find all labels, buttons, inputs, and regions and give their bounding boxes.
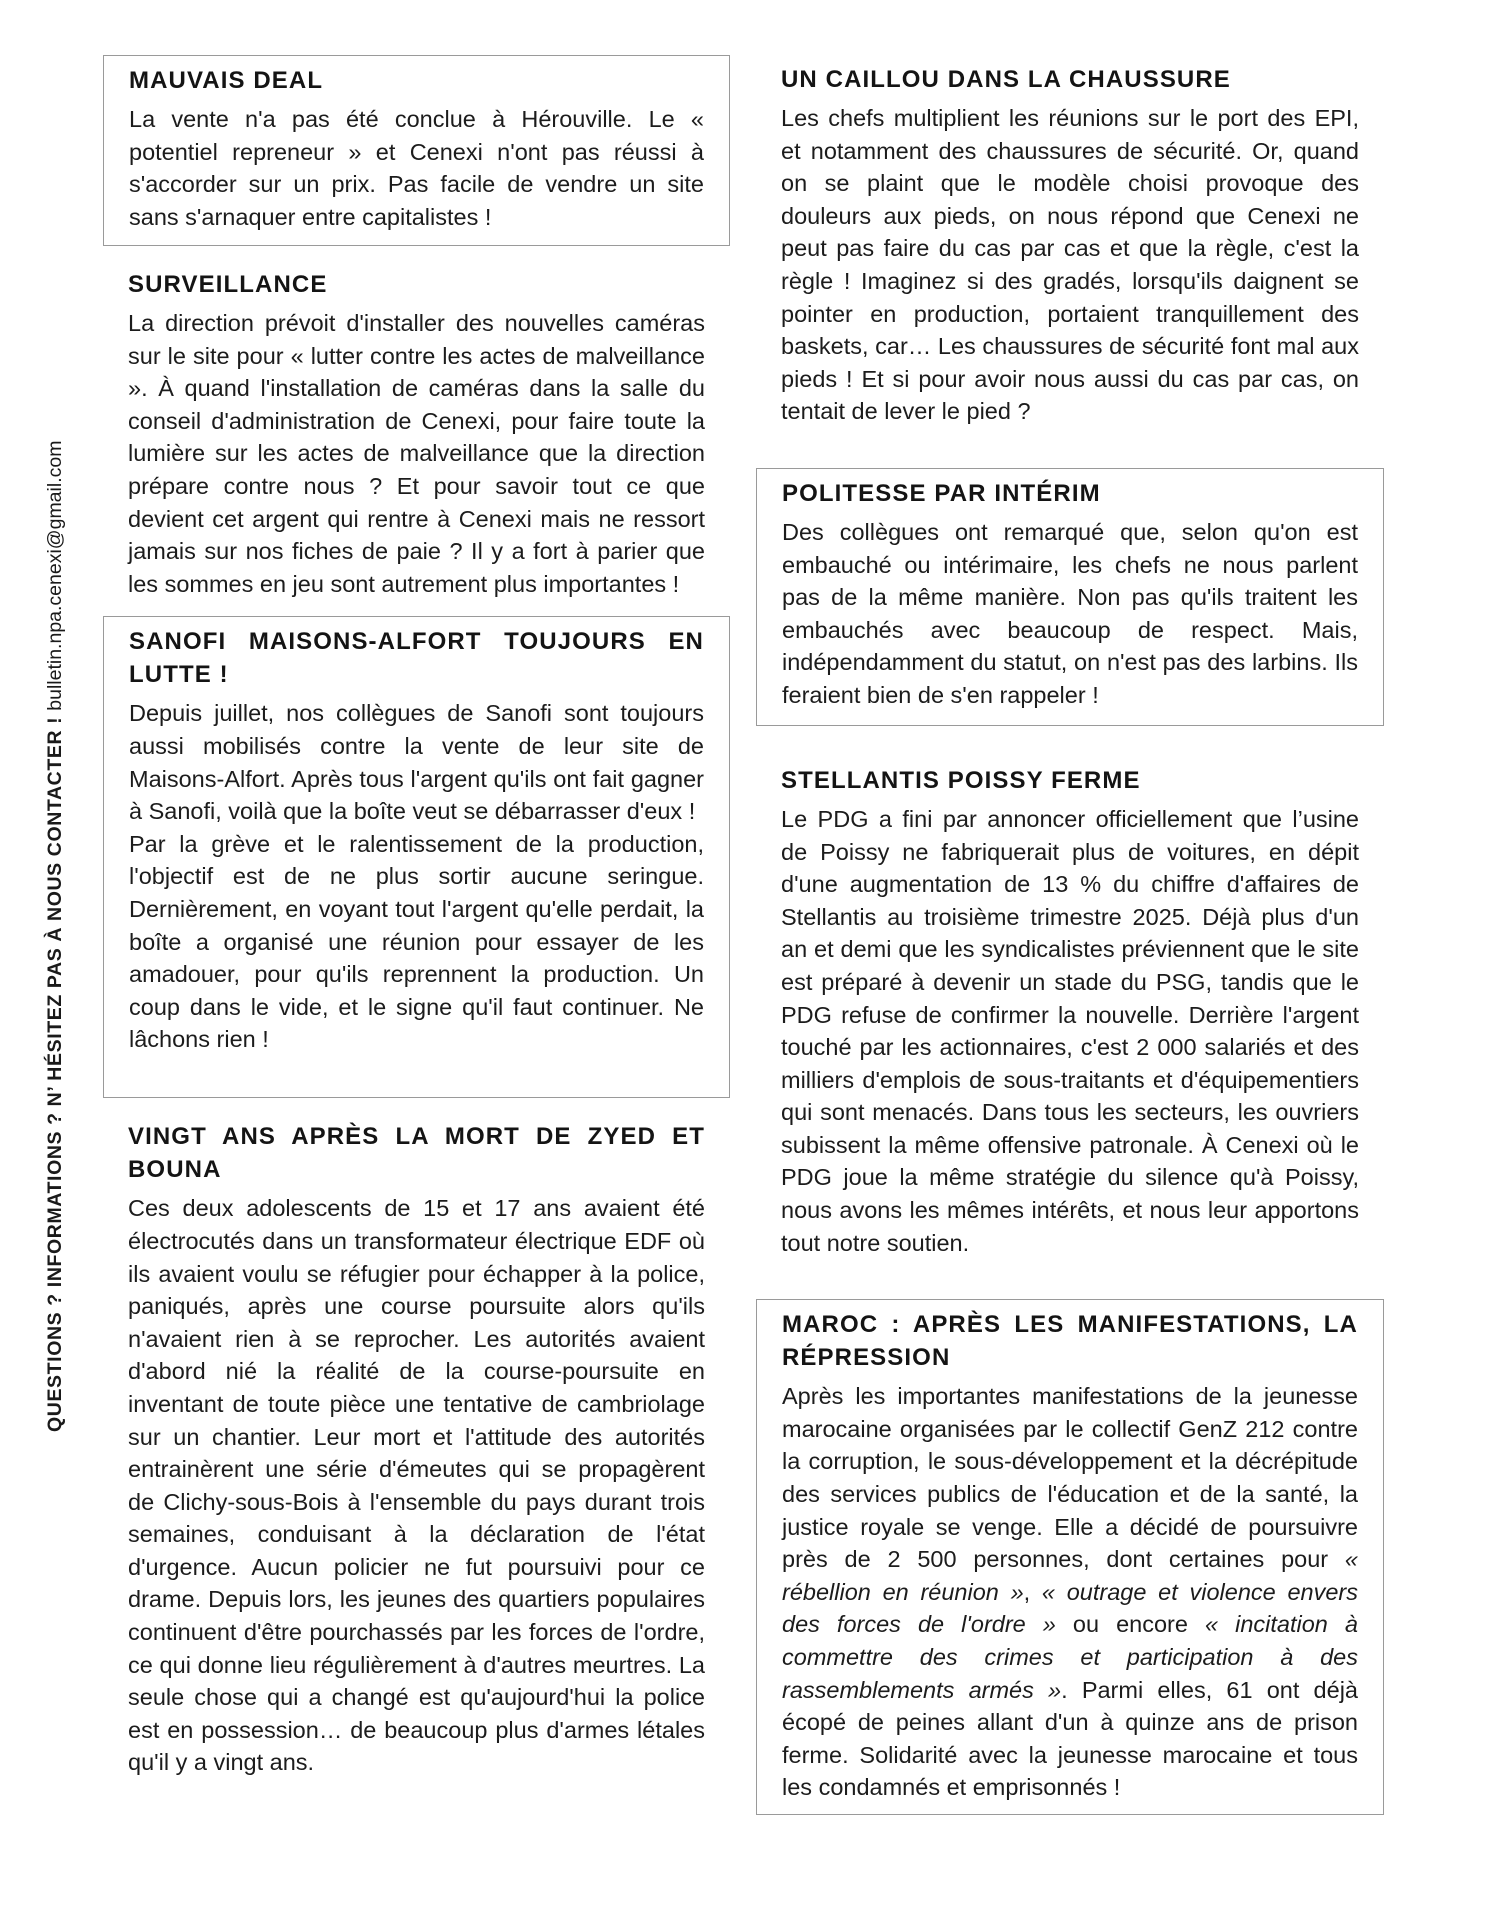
right-column xyxy=(756,55,1384,1815)
article-body: Depuis juillet, nos collègues de Sanofi sont toujours aussi mobilisés contre la vente de leur site de Maisons-Alfort. Après tous l'argent qu'ils ont fait gagner à Sanofi, voilà que la boîte veut se débarrasser d'eux ! xyxy=(129,700,704,825)
contact-sidebar xyxy=(42,441,68,1432)
article-title: STELLANTIS POISSY FERME xyxy=(781,766,1141,794)
contact-prompt: QUESTIONS ? INFORMATIONS ? N’ HÉSITEZ PAS À NOUS CONTACTER ! xyxy=(44,716,66,1432)
article-body: Le PDG a fini par annoncer officiellement que l’usine de Poissy ne fabriquerait plus de voitures, en dépit d'une augmentation de 13 % du chiffre d'affaires de Stellantis au troisième trimestre 2025. Déjà plus d'un an et demi que les syndicalistes préviennent que le site est préparé à devenir un stade du PSG, tandis que le PDG refuse de confirmer la nouvelle. Derrière l'argent touché par les actionnaires, c'est 2 000 salariés et des milliers d'emplois de sous-traitants et d'équipementiers qui sont menacés. Dans tous les secteurs, les ouvriers subissent la même offensive patronale. À Cenexi où le PDG joue la même stratégie du silence qu'à Poissy, nous avons les mêmes intérêts, et nous leur apportons tout notre soutien. xyxy=(781,805,1359,1256)
article-body xyxy=(782,1380,1358,1804)
article-title: MAUVAIS DEAL xyxy=(129,67,324,94)
article-politesse xyxy=(756,468,1384,726)
article-stellantis xyxy=(756,756,1384,1269)
article-body: Ces deux adolescents de 15 et 17 ans avaient été électrocutés dans un transformateur électrique EDF où ils avaient voulu se réfugier pour échapper à la police, paniqués, après une course poursuite alors qu'ils n'avaient rien à se reprocher. Les autorités avaient d'abord nié la réalité de la course-poursuite en inventant de toute pièce une tentative de cambriolage sur un chantier. Leur mort et l'attitude des autorités entrainèrent une série d'émeutes qui se propagèrent de Clichy-sous-Bois à l'ensemble du pays durant trois semaines, conduisant à la déclaration de l'état d'urgence. Aucun policier ne fut poursuivi pour ce drame. Depuis lors, les jeunes des quartiers populaires continuent d'être pourchassés par les forces de l'ordre, ce qui donne lieu régulièrement à d'autres meurtres. La seule chose qui a changé est qu'aujourd'hui la police est en possession… de beaucoup plus d'armes létales qu'il y a vingt ans. xyxy=(128,1195,705,1776)
article-title: SURVEILLANCE xyxy=(128,271,328,298)
article-title: POLITESSE PAR INTÉRIM xyxy=(782,479,1101,507)
article-mauvais-deal xyxy=(103,55,730,246)
article-body: La vente n'a pas été conclue à Hérouville. Le « potentiel repreneur » et Cenexi n'ont pas réussi à s'accorder sur un prix. Pas facile de vendre un site sans s'arnaquer entre capitalistes ! xyxy=(129,106,704,230)
article-sanofi xyxy=(103,616,730,1098)
article-surveillance xyxy=(103,260,730,610)
article-title: MAROC : APRÈS LES MANIFESTATIONS, LA RÉPRESSION xyxy=(782,1311,1358,1372)
article-title: UN CAILLOU DANS LA CHAUSSURE xyxy=(781,66,1231,93)
article-body: Des collègues ont remarqué que, selon qu'on est embauché ou intérimaire, les chefs ne nous parlent pas de la même manière. Non pas qu'ils traitent les embauchés avec beaucoup de respect. Mais, indépendamment du statut, on n'est pas des larbins. Ils feraient bien de s'en rappeler ! xyxy=(782,518,1358,708)
body-text: ou encore xyxy=(1055,1611,1205,1638)
article-body: Les chefs multiplient les réunions sur le port des EPI, et notamment des chaussures de sécurité. Or, quand on se plaint que le modèle choisi provoque des douleurs aux pieds, on nous répond que Cenexi ne peut pas faire du cas par cas et que la règle, c'est la règle ! Imaginez si des gradés, lorsqu'ils daignent se pointer en production, portaient tranquillement des baskets, car… Les chaussures de sécurité font mal aux pieds ! Et si pour avoir nous aussi du cas par cas, on tentait de lever le pied ? xyxy=(781,105,1359,425)
article-caillou xyxy=(756,55,1384,438)
article-title: VINGT ANS APRÈS LA MORT DE ZYED ET BOUNA xyxy=(128,1123,705,1184)
body-text: . Parmi elles, 61 ont déjà écopé de peines allant d'un à quinze ans de prison ferme. Solidarité avec la jeunesse marocaine et tous les condamnés et emprisonnés ! xyxy=(782,1676,1358,1801)
article-zyed-bouna xyxy=(103,1112,730,1789)
article-maroc xyxy=(756,1299,1384,1815)
body-text: Après les importantes manifestations de la jeunesse marocaine organisées par le collectif GenZ 212 contre la corruption, le sous-développement et la décrépitude des services publics de l'éducation et de la santé, la justice royale se venge. Elle a décidé de poursuivre près de 2 500 personnes, dont certaines pour xyxy=(782,1383,1358,1573)
article-body: La direction prévoit d'installer des nouvelles caméras sur le site pour « lutter contre les actes de malveillance ». À quand l'installation de caméras dans la salle du conseil d'administration de Cenexi, pour faire toute la lumière sur les actes de malveillance que la direction prépare contre nous ? Et pour savoir tout ce que devient cet argent qui rentre à Cenexi mais ne ressort jamais sur nos fiches de paie ? Il y a fort à parier que les sommes en jeu sont autrement plus importantes ! xyxy=(128,310,705,597)
article-body: Par la grève et le ralentissement de la production, l'objectif est de ne plus sortir aucune seringue. Dernièrement, en voyant tout l'argent qu'elle perdait, la boîte a organisé une réunion pour essayer de les amadouer, pour qu'ils reprennent la production. Un coup dans le vide, et le signe qu'il faut continuer. Ne lâchons rien ! xyxy=(129,830,704,1053)
quote-text: « outrage et violence envers des forces de l'ordre » xyxy=(782,1578,1358,1638)
article-title: SANOFI MAISONS-ALFORT TOUJOURS EN LUTTE ! xyxy=(129,628,704,689)
left-column xyxy=(103,55,730,1789)
contact-email-link[interactable]: bulletin.npa.cenexi@gmail.com xyxy=(44,440,66,711)
quote-text: « rébellion en réunion » xyxy=(782,1546,1358,1605)
body-text: , xyxy=(1023,1578,1042,1605)
quote-text: « incitation à commettre des crimes et participation à des rassemblements armés » xyxy=(782,1611,1358,1703)
